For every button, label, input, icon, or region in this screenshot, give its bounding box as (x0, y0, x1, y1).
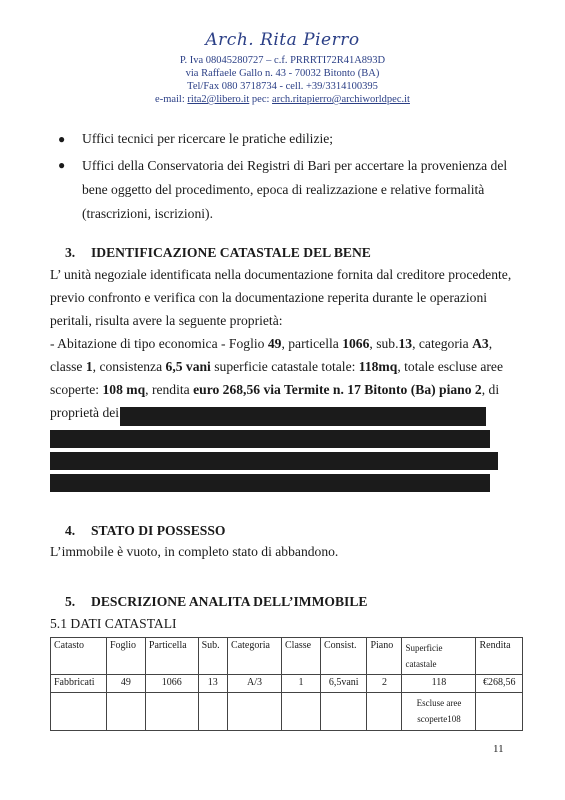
bullet-icon: ● (58, 132, 66, 146)
phone-line: Tel/Fax 080 3718734 - cell. +39/3314100395 (187, 81, 378, 92)
subsection-title: 5.1 DATI CATASTALI (50, 616, 177, 631)
pec-link[interactable]: arch.ritapierro@archiworldpec.it (272, 94, 410, 105)
table-cell: 13 (198, 675, 227, 693)
escluse-value: 108 mq (102, 382, 146, 397)
table-cell: 49 (106, 675, 145, 693)
text-fragment: , consistenza (92, 359, 166, 374)
redaction-bar (50, 452, 498, 470)
redaction-bar (50, 474, 490, 492)
categoria-value: A3 (472, 336, 489, 351)
possession-text: L’immobile è vuoto, in completo stato di abbandono. (50, 544, 339, 559)
text-fragment: , classe (50, 336, 493, 374)
text-fragment: - Abitazione di tipo economica - Foglio (50, 336, 268, 351)
section-5 (50, 592, 520, 634)
table-cell (476, 693, 523, 731)
particella-value: 1066 (342, 336, 370, 351)
section-3 (50, 243, 520, 424)
rendita-value: euro 268,56 via Termite n. 17 Bitonto (Ba) piano 2 (193, 382, 482, 397)
superficie-value: 118mq (358, 359, 398, 374)
section-number: 4. (65, 523, 76, 538)
table-cell (145, 693, 198, 731)
email-link[interactable]: rita2@libero.it (187, 94, 250, 105)
section-title: STATO DI POSSESSO (91, 523, 226, 538)
table-cell (282, 693, 321, 731)
section-title: DESCRIZIONE ANALITA DELL’IMMOBILE (91, 594, 368, 609)
text-fragment: , particella (281, 336, 343, 351)
redaction-bar (50, 430, 490, 448)
redaction-bar (120, 407, 486, 426)
header-cell: Consist. (320, 638, 366, 675)
sub-value: 13 (398, 336, 413, 351)
table-cell: Fabbricati (51, 675, 107, 693)
table-cell (198, 693, 227, 731)
table-cell: A/3 (228, 675, 282, 693)
section-4 (50, 521, 520, 563)
table-cell (320, 693, 366, 731)
page-number: 11 (493, 743, 504, 755)
section-title: IDENTIFICAZIONE CATASTALE DEL BENE (91, 245, 371, 260)
foglio-value: 49 (267, 336, 282, 351)
table-cell (51, 693, 107, 731)
header-cell: Foglio (106, 638, 145, 675)
bullet-text: Uffici della Conservatoria dei Registri di Bari per accertare la provenienza del bene oggetto del procedimento, epoca di realizzazione e relative formalità (trascrizioni, iscrizioni). (82, 158, 508, 221)
table-cell: Escluse aree scoperte108 (402, 693, 476, 731)
list-item (58, 154, 518, 226)
address-line: via Raffaele Gallo n. 43 - 70032 Bitonto (BA) (185, 68, 380, 79)
section-heading (50, 592, 520, 612)
text-fragment: , rendita (145, 382, 194, 397)
section-number: 5. (65, 594, 76, 609)
text-fragment: , sub. (369, 336, 399, 351)
header-cell: Superficie catastale (402, 638, 476, 675)
list-item (58, 128, 518, 150)
table-cell: 118 (402, 675, 476, 693)
vat-line: P. Iva 08045280727 – c.f. PRRRTI72R41A893D (179, 55, 386, 66)
text-fragment: superficie catastale totale: (210, 359, 359, 374)
table-cell: 6,5vani (320, 675, 366, 693)
section-intro: L’ unità negoziale identificata nella documentazione fornita dal creditore procedente, previo confronto e verifica con la documentazione reperita durante le operazioni peritali, risulta avere la seguente proprietà: (50, 267, 512, 328)
text-fragment: , totale escluse aree scoperte: (50, 359, 503, 397)
letterhead (0, 30, 565, 106)
bullet-list (58, 128, 518, 226)
email-prefix: e-mail: (155, 94, 185, 105)
section-number: 3. (65, 245, 76, 260)
table-row (51, 693, 523, 731)
header-cell: Categoria (228, 638, 282, 675)
table-header-row (51, 638, 523, 675)
header-cell: Piano (367, 638, 402, 675)
text-fragment: , di proprietà dei (50, 382, 500, 420)
consistenza-value: 6,5 vani (165, 359, 211, 374)
pec-prefix: pec: (251, 94, 270, 105)
email-line (0, 93, 565, 106)
section-heading (50, 243, 520, 263)
bullet-text: Uffici tecnici per ricercare le pratiche edilizie; (82, 131, 334, 146)
table-cell (106, 693, 145, 731)
table-row (51, 675, 523, 693)
signature-logo: Arch. Rita Pierro (205, 30, 360, 50)
header-cell: Classe (282, 638, 321, 675)
header-cell: Particella (145, 638, 198, 675)
table-cell (367, 693, 402, 731)
text-fragment: , categoria (412, 336, 473, 351)
bullet-icon: ● (58, 158, 66, 172)
table-cell: 2 (367, 675, 402, 693)
table-cell: €268,56 (476, 675, 523, 693)
table-cell: 1 (282, 675, 321, 693)
header-cell: Sub. (198, 638, 227, 675)
table-cell (228, 693, 282, 731)
classe-value: 1 (85, 359, 93, 374)
header-cell: Catasto (51, 638, 107, 675)
section-heading (50, 521, 520, 541)
table-cell: 1066 (145, 675, 198, 693)
header-cell: Rendita (476, 638, 523, 675)
cadastral-table (50, 637, 523, 731)
